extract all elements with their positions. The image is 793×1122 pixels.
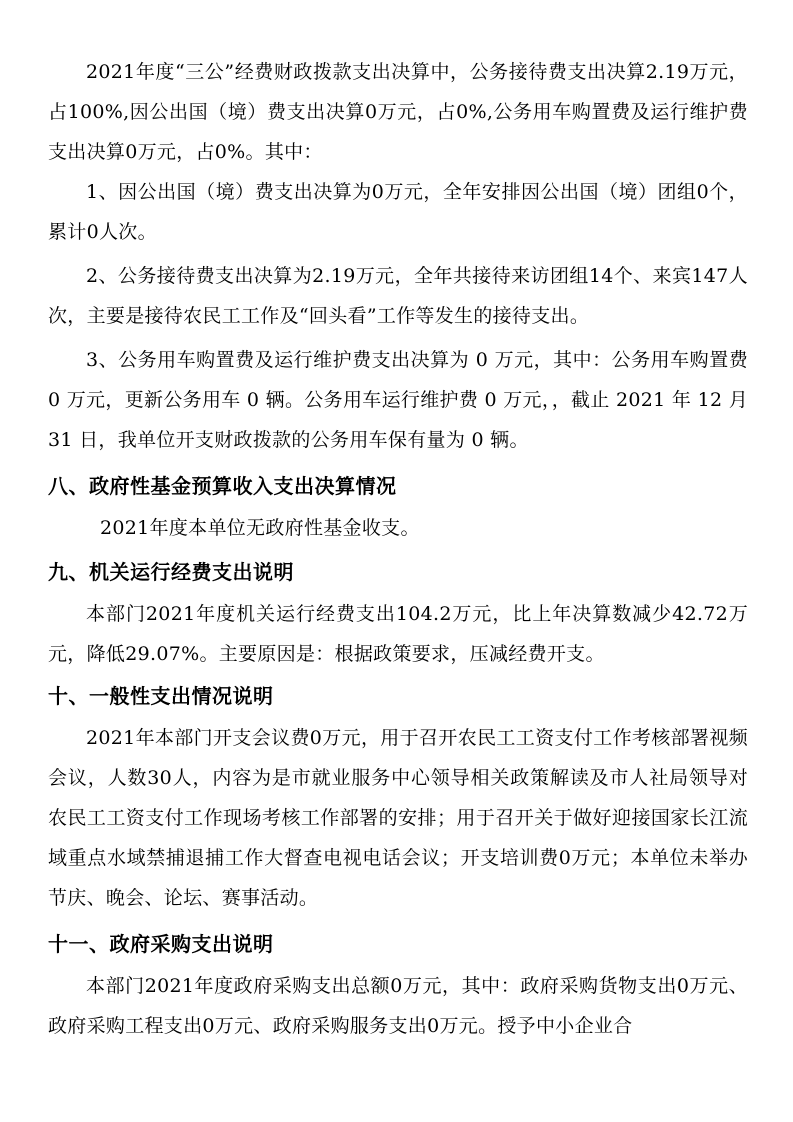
- section-10-body: [48, 718, 748, 918]
- section-heading-general-expenses: 十、一般性支出情况说明: [48, 684, 274, 708]
- paragraph-san-gong-total: 2021年度“三公”经费财政拨款支出决算中，公务接待费支出决算2.19万元，占100%,因公出国（境）费支出决算0万元，占0%,公务用车购置费及运行维护费支出决算0万元，占0%。其中：: [48, 61, 748, 163]
- section-9-body: [48, 594, 748, 674]
- section-11: [48, 924, 748, 964]
- paragraph-operating-expenses: 本部门2021年度机关运行经费支出104.2万元，比上年决算数减少42.72万元，降低29.07%。主要原因是：根据政策要求，压减经费开支。: [48, 603, 748, 665]
- section-11-body: [48, 966, 748, 1046]
- paragraph-reception: 2、公务接待费支出决算为2.19万元，全年共接待来访团组14个、来宾147人次，主要是接待农民工工作及“回头看”工作等发生的接待支出。: [48, 265, 748, 327]
- paragraph-general-expenses: 2021年本部门开支会议费0万元，用于召开农民工工资支付工作考核部署视频会议，人数30人，内容为是市就业服务中心领导相关政策解读及市人社局领导对农民工工资支付工作现场考核工作部署的安排；用于召开关于做好迎接国家长江流域重点水域禁捕退捕工作大督查电视电话会议；开支培训费0万元；本单位未举办节庆、晚会、论坛、赛事活动。: [48, 727, 748, 909]
- item-2-block: [48, 256, 748, 336]
- section-8-body: [48, 508, 748, 548]
- section-10: [48, 676, 748, 716]
- section-heading-procurement: 十一、政府采购支出说明: [48, 932, 274, 956]
- item-1-block: [48, 172, 748, 252]
- paragraph-official-vehicles: 3、公务用车购置费及运行维护费支出决算为 0 万元，其中：公务用车购置费 0 万元，更新公务用车 0 辆。公务用车运行维护费 0 万元，，截止 2021 年 12 月 31 日，我单位开支财政拨款的公务用车保有量为 0 辆。: [48, 349, 748, 451]
- section-heading-government-funds: 八、政府性基金预算收入支出决算情况: [48, 474, 397, 498]
- paragraph-overseas-travel: 1、因公出国（境）费支出决算为0万元，全年安排因公出国（境）团组0个，累计0人次。: [48, 181, 748, 243]
- paragraph-procurement: 本部门2021年度政府采购支出总额0万元，其中：政府采购货物支出0万元、政府采购工程支出0万元、政府采购服务支出0万元。授予中小企业合: [48, 975, 748, 1037]
- san-gong-summary: [48, 52, 748, 172]
- section-9: [48, 552, 748, 592]
- item-3-block: [48, 340, 748, 460]
- section-heading-operating-expenses: 九、机关运行经费支出说明: [48, 560, 294, 584]
- section-8: [48, 466, 748, 506]
- paragraph-no-government-funds: 2021年度本单位无政府性基金收支。: [100, 517, 420, 539]
